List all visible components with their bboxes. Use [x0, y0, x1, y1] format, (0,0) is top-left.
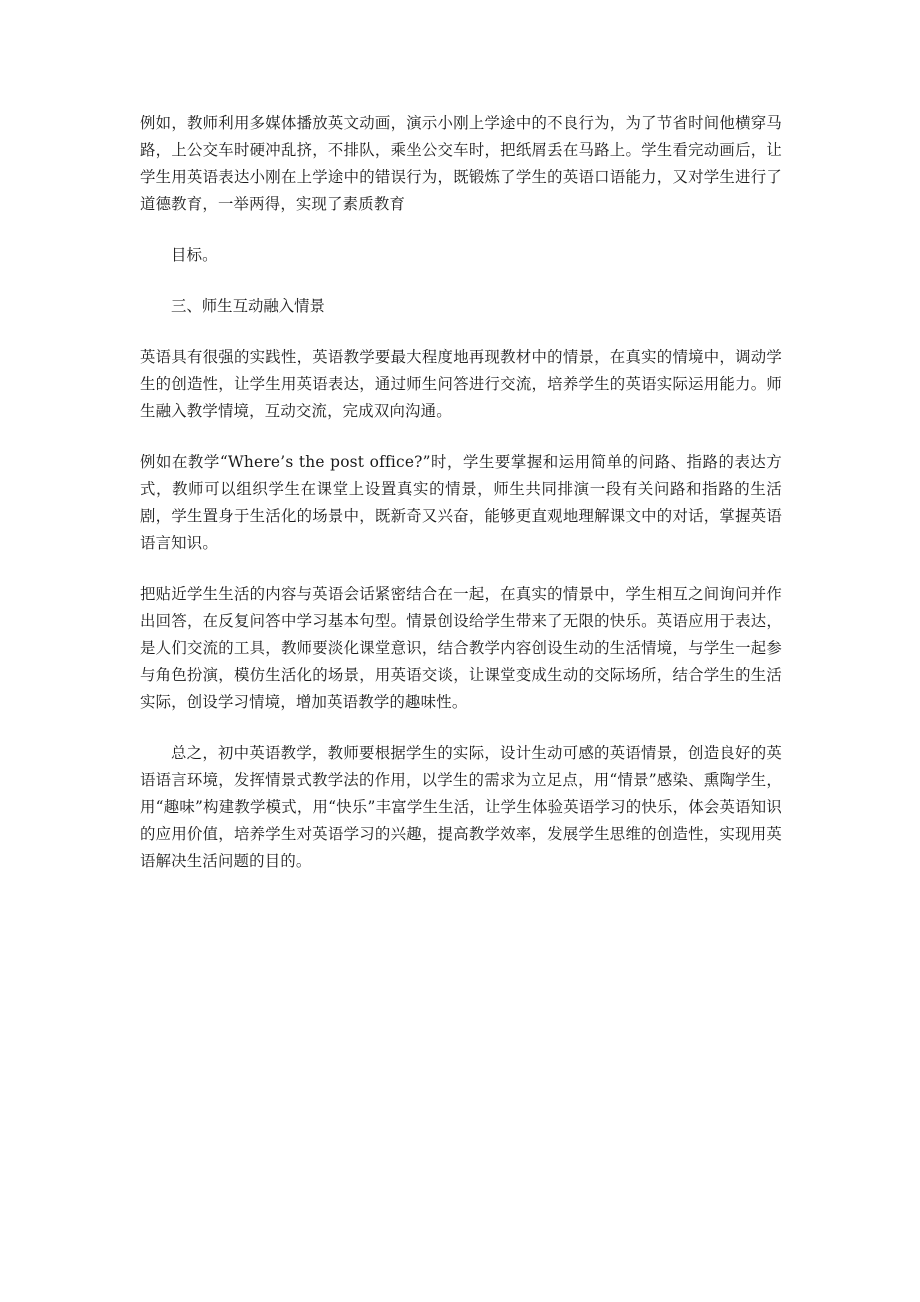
document-body — [140, 110, 782, 899]
paragraph-example-animation: 例如，教师利用多媒体播放英文动画，演示小刚上学途中的不良行为，为了节省时间他横穿马路，上公交车时硬冲乱挤，不排队，乘坐公交车时，把纸屑丢在马路上。学生看完动画后，让学生用英语表达小刚在上学途中的错误行为，既锻炼了学生的英语口语能力，又对学生进行了道德教育，一举两得，实现了素质教育 — [140, 114, 782, 213]
section-heading: 三、师生互动融入情景 — [171, 297, 325, 315]
paragraph-practicality: 英语具有很强的实践性，英语教学要最大程度地再现教材中的情景，在真实的情境中，调动学生的创造性，让学生用英语表达，通过师生问答进行交流，培养学生的英语实际运用能力。师生融入教学情境，互动交流，完成双向沟通。 — [140, 348, 782, 420]
paragraph-life-content: 把贴近学生生活的内容与英语会话紧密结合在一起，在真实的情景中，学生相互之间询问并作出回答，在反复问答中学习基本句型。情景创设给学生带来了无限的快乐。英语应用于表达，是人们交流的工具，教师要淡化课堂意识，结合教学内容创设生动的生活情境，与学生一起参与角色扮演，模仿生活化的场景，用英语交谈，让课堂变成生动的交际场所，结合学生的生活实际，创设学习情境，增加英语教学的趣味性。 — [140, 585, 782, 711]
paragraph-example-post-office: 例如在教学“Where’s the post office?”时，学生要掌握和运用简单的问路、指路的表达方式，教师可以组织学生在课堂上设置真实的情景，师生共同排演一段有关问路和指路的生活剧，学生置身于生活化的场景中，既新奇又兴奋，能够更直观地理解课文中的对话，掌握英语语言知识。 — [140, 453, 782, 552]
paragraph-goal: 目标。 — [171, 246, 218, 264]
paragraph-conclusion: 总之，初中英语教学，教师要根据学生的实际，设计生动可感的英语情景，创造良好的英语语言环境，发挥情景式教学法的作用，以学生的需求为立足点，用“情景”感染、熏陶学生，用“趣味”构建教学模式，用“快乐”丰富学生生活，让学生体验英语学习的快乐，体会英语知识的应用价值，培养学生对英语学习的兴趣，提高教学效率，发展学生思维的创造性，实现用英语解决生活问题的目的。 — [140, 744, 782, 870]
